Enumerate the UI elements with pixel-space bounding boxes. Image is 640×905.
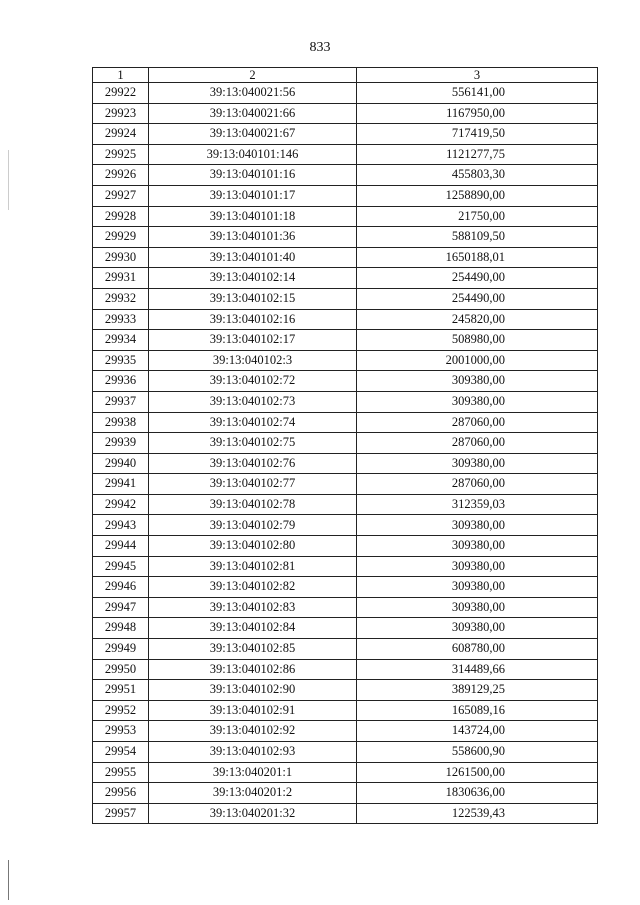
table-row	[93, 83, 598, 104]
cadastral-value-cell: 309380,00	[357, 577, 598, 598]
cadastral-value-cell: 556141,00	[357, 83, 598, 104]
row-number-cell: 29950	[93, 659, 149, 680]
table-row	[93, 288, 598, 309]
row-number-cell: 29939	[93, 433, 149, 454]
cadastral-value-cell: 165089,16	[357, 700, 598, 721]
scan-artifact	[8, 150, 9, 210]
cadastral-number-cell: 39:13:040021:67	[149, 124, 357, 145]
cadastral-number-cell: 39:13:040021:56	[149, 83, 357, 104]
cadastral-value-cell: 1261500,00	[357, 762, 598, 783]
table-row	[93, 556, 598, 577]
table-row	[93, 639, 598, 660]
cadastral-number-cell: 39:13:040201:2	[149, 783, 357, 804]
cadastral-value-cell: 309380,00	[357, 453, 598, 474]
row-number-cell: 29951	[93, 680, 149, 701]
table-row	[93, 330, 598, 351]
cadastral-number-cell: 39:13:040102:76	[149, 453, 357, 474]
cadastral-number-cell: 39:13:040102:82	[149, 577, 357, 598]
row-number-cell: 29944	[93, 536, 149, 557]
cadastral-number-cell: 39:13:040102:81	[149, 556, 357, 577]
table-row	[93, 700, 598, 721]
cadastral-number-cell: 39:13:040102:72	[149, 371, 357, 392]
row-number-cell: 29947	[93, 597, 149, 618]
scan-artifact	[8, 860, 9, 900]
cadastral-number-cell: 39:13:040102:75	[149, 433, 357, 454]
table-row	[93, 247, 598, 268]
cadastral-number-cell: 39:13:040021:66	[149, 103, 357, 124]
table-header-row	[93, 68, 598, 83]
row-number-cell: 29924	[93, 124, 149, 145]
table-row	[93, 742, 598, 763]
row-number-cell: 29936	[93, 371, 149, 392]
row-number-cell: 29948	[93, 618, 149, 639]
cadastral-value-cell: 1167950,00	[357, 103, 598, 124]
row-number-cell: 29930	[93, 247, 149, 268]
cadastral-value-cell: 309380,00	[357, 515, 598, 536]
cadastral-number-cell: 39:13:040102:16	[149, 309, 357, 330]
cadastral-number-cell: 39:13:040102:92	[149, 721, 357, 742]
cadastral-number-cell: 39:13:040102:83	[149, 597, 357, 618]
cadastral-value-cell: 717419,50	[357, 124, 598, 145]
cadastral-number-cell: 39:13:040101:146	[149, 144, 357, 165]
cadastral-value-cell: 588109,50	[357, 227, 598, 248]
cadastral-number-cell: 39:13:040102:14	[149, 268, 357, 289]
table-row	[93, 412, 598, 433]
table-row	[93, 103, 598, 124]
cadastral-number-cell: 39:13:040101:36	[149, 227, 357, 248]
cadastral-value-cell: 122539,43	[357, 803, 598, 824]
column-header-2: 2	[149, 68, 357, 83]
table-row	[93, 453, 598, 474]
row-number-cell: 29957	[93, 803, 149, 824]
table-row	[93, 433, 598, 454]
table-row	[93, 165, 598, 186]
cadastral-number-cell: 39:13:040101:40	[149, 247, 357, 268]
cadastral-number-cell: 39:13:040102:17	[149, 330, 357, 351]
cadastral-value-cell: 287060,00	[357, 433, 598, 454]
table-row	[93, 474, 598, 495]
cadastral-number-cell: 39:13:040102:3	[149, 350, 357, 371]
row-number-cell: 29954	[93, 742, 149, 763]
row-number-cell: 29934	[93, 330, 149, 351]
cadastral-value-cell: 389129,25	[357, 680, 598, 701]
cadastral-number-cell: 39:13:040102:91	[149, 700, 357, 721]
table-row	[93, 721, 598, 742]
cadastral-value-cell: 314489,66	[357, 659, 598, 680]
cadastral-value-cell: 1650188,01	[357, 247, 598, 268]
cadastral-value-cell: 309380,00	[357, 618, 598, 639]
cadastral-value-cell: 1258890,00	[357, 185, 598, 206]
cadastral-number-cell: 39:13:040101:18	[149, 206, 357, 227]
cadastral-value-cell: 143724,00	[357, 721, 598, 742]
page-number: 833	[309, 40, 331, 55]
row-number-cell: 29943	[93, 515, 149, 536]
row-number-cell: 29949	[93, 639, 149, 660]
cadastral-number-cell: 39:13:040102:15	[149, 288, 357, 309]
cadastral-value-cell: 455803,30	[357, 165, 598, 186]
row-number-cell: 29937	[93, 391, 149, 412]
cadastral-number-cell: 39:13:040201:1	[149, 762, 357, 783]
row-number-cell: 29925	[93, 144, 149, 165]
cadastral-value-cell: 558600,90	[357, 742, 598, 763]
cadastral-number-cell: 39:13:040102:84	[149, 618, 357, 639]
table-row	[93, 577, 598, 598]
table-row	[93, 206, 598, 227]
row-number-cell: 29941	[93, 474, 149, 495]
table-row	[93, 762, 598, 783]
row-number-cell: 29945	[93, 556, 149, 577]
cadastral-value-cell: 312359,03	[357, 494, 598, 515]
cadastral-number-cell: 39:13:040102:86	[149, 659, 357, 680]
table-row	[93, 350, 598, 371]
row-number-cell: 29933	[93, 309, 149, 330]
table-row	[93, 227, 598, 248]
cadastral-value-cell: 21750,00	[357, 206, 598, 227]
row-number-cell: 29940	[93, 453, 149, 474]
table-row	[93, 371, 598, 392]
table-row	[93, 536, 598, 557]
table-row	[93, 144, 598, 165]
row-number-cell: 29942	[93, 494, 149, 515]
table-row	[93, 659, 598, 680]
cadastral-value-cell: 2001000,00	[357, 350, 598, 371]
cadastral-value-cell: 608780,00	[357, 639, 598, 660]
row-number-cell: 29946	[93, 577, 149, 598]
table-row	[93, 803, 598, 824]
cadastral-value-cell: 309380,00	[357, 391, 598, 412]
row-number-cell: 29926	[93, 165, 149, 186]
table-row	[93, 618, 598, 639]
row-number-cell: 29927	[93, 185, 149, 206]
cadastral-value-cell: 309380,00	[357, 536, 598, 557]
cadastral-number-cell: 39:13:040102:77	[149, 474, 357, 495]
table-row	[93, 185, 598, 206]
row-number-cell: 29928	[93, 206, 149, 227]
row-number-cell: 29931	[93, 268, 149, 289]
cadastral-number-cell: 39:13:040101:17	[149, 185, 357, 206]
cadastral-number-cell: 39:13:040201:32	[149, 803, 357, 824]
cadastral-value-cell: 1121277,75	[357, 144, 598, 165]
table-row	[93, 309, 598, 330]
cadastral-value-cell: 254490,00	[357, 268, 598, 289]
column-header-3: 3	[357, 68, 598, 83]
table-row	[93, 391, 598, 412]
cadastral-value-cell: 309380,00	[357, 371, 598, 392]
cadastral-value-cell: 287060,00	[357, 474, 598, 495]
row-number-cell: 29932	[93, 288, 149, 309]
row-number-cell: 29935	[93, 350, 149, 371]
row-number-cell: 29923	[93, 103, 149, 124]
cadastral-number-cell: 39:13:040102:73	[149, 391, 357, 412]
row-number-cell: 29953	[93, 721, 149, 742]
table-row	[93, 680, 598, 701]
cadastral-number-cell: 39:13:040102:74	[149, 412, 357, 433]
cadastral-value-table	[92, 67, 598, 824]
table-row	[93, 783, 598, 804]
cadastral-number-cell: 39:13:040102:79	[149, 515, 357, 536]
cadastral-value-cell: 1830636,00	[357, 783, 598, 804]
table-row	[93, 494, 598, 515]
row-number-cell: 29938	[93, 412, 149, 433]
cadastral-value-cell: 508980,00	[357, 330, 598, 351]
row-number-cell: 29952	[93, 700, 149, 721]
table-row	[93, 515, 598, 536]
table-row	[93, 124, 598, 145]
row-number-cell: 29929	[93, 227, 149, 248]
cadastral-value-cell: 254490,00	[357, 288, 598, 309]
table-row	[93, 268, 598, 289]
cadastral-value-cell: 245820,00	[357, 309, 598, 330]
cadastral-number-cell: 39:13:040102:93	[149, 742, 357, 763]
table-row	[93, 597, 598, 618]
row-number-cell: 29955	[93, 762, 149, 783]
cadastral-number-cell: 39:13:040102:80	[149, 536, 357, 557]
cadastral-number-cell: 39:13:040101:16	[149, 165, 357, 186]
column-header-1: 1	[93, 68, 149, 83]
row-number-cell: 29922	[93, 83, 149, 104]
cadastral-value-cell: 309380,00	[357, 597, 598, 618]
cadastral-value-cell: 287060,00	[357, 412, 598, 433]
cadastral-number-cell: 39:13:040102:85	[149, 639, 357, 660]
cadastral-number-cell: 39:13:040102:90	[149, 680, 357, 701]
cadastral-number-cell: 39:13:040102:78	[149, 494, 357, 515]
cadastral-value-cell: 309380,00	[357, 556, 598, 577]
row-number-cell: 29956	[93, 783, 149, 804]
